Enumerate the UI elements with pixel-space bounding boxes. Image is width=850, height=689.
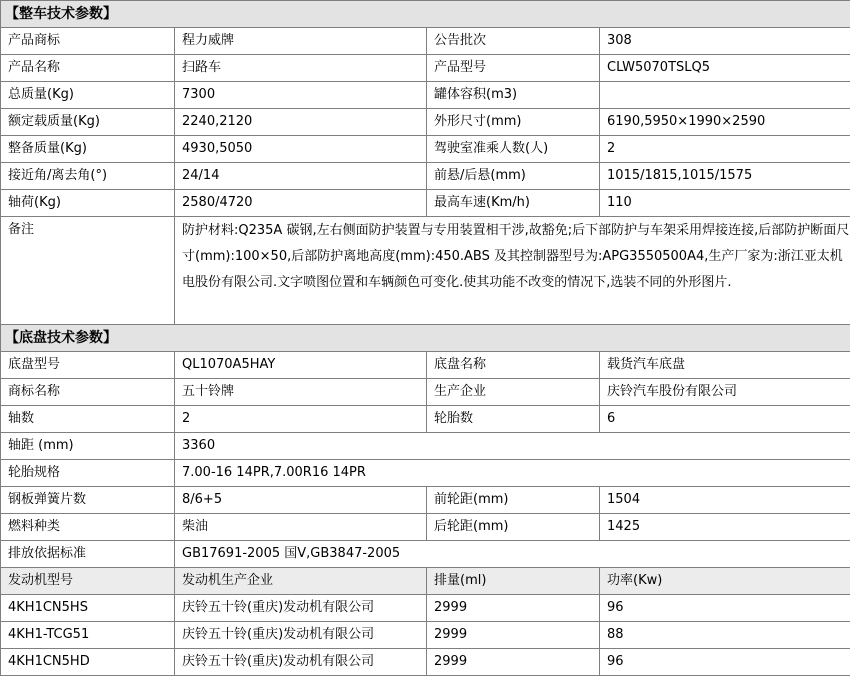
value-cell: CLW5070TSLQ5 xyxy=(600,55,850,82)
value-cell: 8/6+5 xyxy=(175,487,427,514)
table-row xyxy=(1,190,850,217)
label-cell: 轮胎规格 xyxy=(1,460,175,487)
value-cell: 4930,5050 xyxy=(175,136,427,163)
label-cell: 后轮距(mm) xyxy=(427,514,600,541)
label-cell: 整备质量(Kg) xyxy=(1,136,175,163)
section-title: 【底盘技术参数】 xyxy=(1,325,850,352)
value-cell: 五十铃牌 xyxy=(175,379,427,406)
label-cell: 前悬/后悬(mm) xyxy=(427,163,600,190)
label-cell: 轮胎数 xyxy=(427,406,600,433)
value-cell: 6190,5950×1990×2590 xyxy=(600,109,850,136)
note-row xyxy=(1,217,850,325)
label-cell: 外形尺寸(mm) xyxy=(427,109,600,136)
column-header: 发动机生产企业 xyxy=(175,568,427,595)
value-cell: 24/14 xyxy=(175,163,427,190)
label-cell: 排放依据标准 xyxy=(1,541,175,568)
table-row xyxy=(1,433,850,460)
label-cell: 驾驶室准乘人数(人) xyxy=(427,136,600,163)
engine-maker: 庆铃五十铃(重庆)发动机有限公司 xyxy=(175,622,427,649)
label-cell: 轴距 (mm) xyxy=(1,433,175,460)
note-text: 防护材料:Q235A 碳钢,左右侧面防护装置与专用装置相干涉,故豁免;后下部防护与车架采用焊接连接,后部防护断面尺寸(mm):100×50,后部防护离地高度(mm):450.ABS 及其控制器型号为:APG3550500A4,生产厂家为:浙江亚太机电股份有限公司.文字喷图位置和车辆颜色可变化.使其功能不改变的情况下,选装不同的外形图片. xyxy=(175,217,850,325)
engine-displacement: 2999 xyxy=(427,595,600,622)
engine-model: 4KH1-TCG51 xyxy=(1,622,175,649)
value-cell: 庆铃汽车股份有限公司 xyxy=(600,379,850,406)
vehicle-section-header xyxy=(1,1,850,28)
label-cell: 底盘名称 xyxy=(427,352,600,379)
value-cell: 7.00-16 14PR,7.00R16 14PR xyxy=(175,460,850,487)
label-cell: 燃料种类 xyxy=(1,514,175,541)
value-cell: 程力威牌 xyxy=(175,28,427,55)
label-cell: 接近角/离去角(°) xyxy=(1,163,175,190)
table-row xyxy=(1,406,850,433)
engine-model: 4KH1CN5HS xyxy=(1,595,175,622)
label-cell: 罐体容积(m3) xyxy=(427,82,600,109)
table-row xyxy=(1,55,850,82)
label-cell: 钢板弹簧片数 xyxy=(1,487,175,514)
column-header: 发动机型号 xyxy=(1,568,175,595)
table-row xyxy=(1,460,850,487)
engine-power: 96 xyxy=(600,649,850,676)
label-cell: 产品商标 xyxy=(1,28,175,55)
label-cell: 轴荷(Kg) xyxy=(1,190,175,217)
value-cell: 扫路车 xyxy=(175,55,427,82)
table-row xyxy=(1,514,850,541)
value-cell: 308 xyxy=(600,28,850,55)
column-header: 排量(ml) xyxy=(427,568,600,595)
value-cell: 2 xyxy=(175,406,427,433)
column-header: 功率(Kw) xyxy=(600,568,850,595)
value-cell: QL1070A5HAY xyxy=(175,352,427,379)
engine-displacement: 2999 xyxy=(427,649,600,676)
engine-power: 96 xyxy=(600,595,850,622)
engine-maker: 庆铃五十铃(重庆)发动机有限公司 xyxy=(175,649,427,676)
value-cell: 2240,2120 xyxy=(175,109,427,136)
label-cell: 前轮距(mm) xyxy=(427,487,600,514)
engine-header-row xyxy=(1,568,850,595)
table-row xyxy=(1,136,850,163)
engine-maker: 庆铃五十铃(重庆)发动机有限公司 xyxy=(175,595,427,622)
value-cell: 柴油 xyxy=(175,514,427,541)
label-cell: 产品名称 xyxy=(1,55,175,82)
table-row xyxy=(1,379,850,406)
table-row xyxy=(1,28,850,55)
label-cell: 商标名称 xyxy=(1,379,175,406)
value-cell: 7300 xyxy=(175,82,427,109)
engine-row xyxy=(1,622,850,649)
value-cell: 3360 xyxy=(175,433,850,460)
note-label: 备注 xyxy=(1,217,175,325)
value-cell: 1504 xyxy=(600,487,850,514)
label-cell: 额定载质量(Kg) xyxy=(1,109,175,136)
value-cell xyxy=(600,82,850,109)
table-row xyxy=(1,541,850,568)
engine-displacement: 2999 xyxy=(427,622,600,649)
label-cell: 生产企业 xyxy=(427,379,600,406)
engine-power: 88 xyxy=(600,622,850,649)
label-cell: 底盘型号 xyxy=(1,352,175,379)
table-row xyxy=(1,352,850,379)
table-row xyxy=(1,109,850,136)
table-row xyxy=(1,82,850,109)
section-title: 【整车技术参数】 xyxy=(1,1,850,28)
value-cell: 110 xyxy=(600,190,850,217)
table-row xyxy=(1,487,850,514)
value-cell: 1015/1815,1015/1575 xyxy=(600,163,850,190)
value-cell: GB17691-2005 国Ⅴ,GB3847-2005 xyxy=(175,541,850,568)
engine-row xyxy=(1,595,850,622)
engine-row xyxy=(1,649,850,676)
label-cell: 产品型号 xyxy=(427,55,600,82)
value-cell: 2580/4720 xyxy=(175,190,427,217)
label-cell: 轴数 xyxy=(1,406,175,433)
value-cell: 1425 xyxy=(600,514,850,541)
chassis-section-header xyxy=(1,325,850,352)
engine-model: 4KH1CN5HD xyxy=(1,649,175,676)
label-cell: 总质量(Kg) xyxy=(1,82,175,109)
table-row xyxy=(1,163,850,190)
value-cell: 载货汽车底盘 xyxy=(600,352,850,379)
label-cell: 公告批次 xyxy=(427,28,600,55)
value-cell: 6 xyxy=(600,406,850,433)
value-cell: 2 xyxy=(600,136,850,163)
label-cell: 最高车速(Km/h) xyxy=(427,190,600,217)
